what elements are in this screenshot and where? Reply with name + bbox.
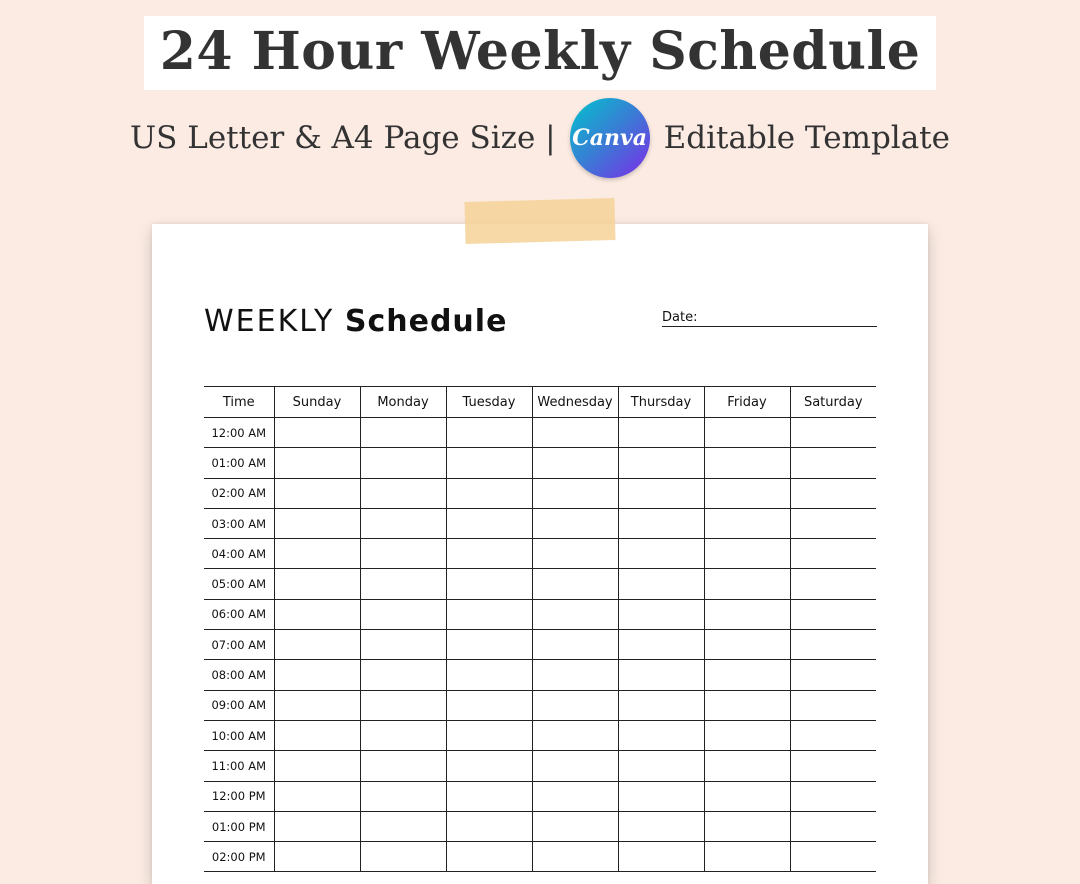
time-label: 02:00 AM — [204, 478, 274, 508]
schedule-cell[interactable] — [446, 751, 532, 781]
time-label: 02:00 PM — [204, 842, 274, 872]
schedule-cell[interactable] — [532, 448, 618, 478]
schedule-cell[interactable] — [790, 569, 876, 599]
schedule-cell[interactable] — [446, 781, 532, 811]
schedule-cell[interactable] — [618, 569, 704, 599]
schedule-cell[interactable] — [532, 508, 618, 538]
schedule-cell[interactable] — [360, 811, 446, 841]
schedule-cell[interactable] — [704, 508, 790, 538]
schedule-cell[interactable] — [446, 630, 532, 660]
schedule-cell[interactable] — [790, 418, 876, 448]
schedule-sheet — [152, 224, 928, 884]
table-header-row — [204, 387, 876, 418]
time-label: 10:00 AM — [204, 720, 274, 750]
schedule-cell[interactable] — [274, 448, 360, 478]
schedule-cell[interactable] — [704, 569, 790, 599]
banner-subtitle — [0, 98, 1080, 178]
table-row — [204, 599, 876, 629]
schedule-cell[interactable] — [704, 811, 790, 841]
schedule-cell[interactable] — [274, 599, 360, 629]
time-label: 06:00 AM — [204, 599, 274, 629]
schedule-cell[interactable] — [446, 569, 532, 599]
table-row — [204, 569, 876, 599]
time-label: 01:00 PM — [204, 811, 274, 841]
schedule-cell[interactable] — [704, 842, 790, 872]
schedule-cell[interactable] — [446, 599, 532, 629]
time-label: 04:00 AM — [204, 539, 274, 569]
schedule-cell[interactable] — [274, 781, 360, 811]
schedule-cell[interactable] — [274, 720, 360, 750]
table-row — [204, 720, 876, 750]
schedule-cell[interactable] — [446, 720, 532, 750]
time-label: 11:00 AM — [204, 751, 274, 781]
schedule-cell[interactable] — [360, 690, 446, 720]
column-header-day: Tuesday — [446, 387, 532, 418]
schedule-cell[interactable] — [618, 842, 704, 872]
table-body — [204, 418, 876, 872]
schedule-cell[interactable] — [532, 690, 618, 720]
schedule-cell[interactable] — [446, 478, 532, 508]
schedule-cell[interactable] — [446, 539, 532, 569]
schedule-cell[interactable] — [704, 781, 790, 811]
time-label: 09:00 AM — [204, 690, 274, 720]
schedule-cell[interactable] — [446, 660, 532, 690]
schedule-cell[interactable] — [704, 448, 790, 478]
schedule-cell[interactable] — [274, 630, 360, 660]
schedule-cell[interactable] — [360, 630, 446, 660]
schedule-cell[interactable] — [618, 690, 704, 720]
banner-title-wrap — [0, 18, 1080, 88]
schedule-cell[interactable] — [360, 418, 446, 448]
schedule-cell[interactable] — [360, 569, 446, 599]
sheet-title-light: WEEKLY — [204, 304, 335, 339]
schedule-cell[interactable] — [704, 418, 790, 448]
schedule-cell[interactable] — [274, 660, 360, 690]
schedule-cell[interactable] — [618, 418, 704, 448]
schedule-cell[interactable] — [790, 842, 876, 872]
schedule-cell[interactable] — [790, 751, 876, 781]
schedule-cell[interactable] — [618, 630, 704, 660]
schedule-cell[interactable] — [704, 630, 790, 660]
date-label: Date: — [662, 310, 698, 325]
column-header-day: Saturday — [790, 387, 876, 418]
schedule-cell[interactable] — [274, 842, 360, 872]
schedule-cell[interactable] — [360, 599, 446, 629]
schedule-table — [204, 386, 876, 872]
schedule-cell[interactable] — [618, 478, 704, 508]
subtitle-left-text: US Letter & A4 Page Size | — [130, 120, 556, 156]
schedule-cell[interactable] — [790, 720, 876, 750]
schedule-cell[interactable] — [532, 599, 618, 629]
column-header-time: Time — [204, 387, 274, 418]
time-label: 05:00 AM — [204, 569, 274, 599]
schedule-cell[interactable] — [532, 478, 618, 508]
time-label: 01:00 AM — [204, 448, 274, 478]
schedule-cell[interactable] — [790, 630, 876, 660]
table-row — [204, 842, 876, 872]
schedule-cell[interactable] — [704, 751, 790, 781]
time-label: 12:00 AM — [204, 418, 274, 448]
schedule-cell[interactable] — [532, 781, 618, 811]
sheet-title-bold: Schedule — [344, 304, 508, 339]
table-row — [204, 690, 876, 720]
table-row — [204, 630, 876, 660]
schedule-cell[interactable] — [790, 508, 876, 538]
schedule-cell[interactable] — [790, 660, 876, 690]
time-label: 07:00 AM — [204, 630, 274, 660]
table-row — [204, 448, 876, 478]
schedule-cell[interactable] — [618, 811, 704, 841]
schedule-cell[interactable] — [360, 660, 446, 690]
column-header-day: Sunday — [274, 387, 360, 418]
column-header-day: Thursday — [618, 387, 704, 418]
table-row — [204, 660, 876, 690]
schedule-cell[interactable] — [790, 781, 876, 811]
schedule-cell[interactable] — [274, 418, 360, 448]
schedule-cell[interactable] — [790, 478, 876, 508]
schedule-cell[interactable] — [360, 751, 446, 781]
schedule-cell[interactable] — [790, 448, 876, 478]
schedule-cell[interactable] — [790, 539, 876, 569]
schedule-cell[interactable] — [704, 478, 790, 508]
schedule-cell[interactable] — [360, 539, 446, 569]
schedule-cell[interactable] — [532, 811, 618, 841]
schedule-cell[interactable] — [790, 599, 876, 629]
tape-strip — [464, 198, 615, 244]
schedule-cell[interactable] — [618, 781, 704, 811]
schedule-cell[interactable] — [618, 508, 704, 538]
canva-logo-text: Canva — [572, 125, 648, 151]
schedule-cell[interactable] — [360, 842, 446, 872]
schedule-cell[interactable] — [618, 539, 704, 569]
schedule-cell[interactable] — [532, 751, 618, 781]
schedule-cell[interactable] — [274, 478, 360, 508]
schedule-cell[interactable] — [532, 720, 618, 750]
schedule-cell[interactable] — [274, 751, 360, 781]
table-row — [204, 508, 876, 538]
schedule-cell[interactable] — [446, 842, 532, 872]
date-field-line[interactable] — [662, 326, 877, 327]
schedule-cell[interactable] — [274, 508, 360, 538]
schedule-cell[interactable] — [704, 660, 790, 690]
schedule-cell[interactable] — [446, 418, 532, 448]
table-row — [204, 811, 876, 841]
table-row — [204, 418, 876, 448]
schedule-cell[interactable] — [360, 508, 446, 538]
schedule-cell[interactable] — [704, 690, 790, 720]
time-label: 12:00 PM — [204, 781, 274, 811]
schedule-cell[interactable] — [532, 569, 618, 599]
schedule-cell[interactable] — [790, 690, 876, 720]
banner-title-background — [146, 18, 935, 88]
schedule-cell[interactable] — [360, 478, 446, 508]
schedule-cell[interactable] — [274, 539, 360, 569]
schedule-cell[interactable] — [274, 690, 360, 720]
time-label: 08:00 AM — [204, 660, 274, 690]
schedule-cell[interactable] — [532, 539, 618, 569]
schedule-cell[interactable] — [446, 811, 532, 841]
schedule-cell[interactable] — [274, 811, 360, 841]
schedule-cell[interactable] — [618, 660, 704, 690]
sheet-title — [204, 304, 507, 339]
schedule-cell[interactable] — [532, 630, 618, 660]
schedule-cell[interactable] — [704, 599, 790, 629]
time-label: 03:00 AM — [204, 508, 274, 538]
schedule-cell[interactable] — [790, 811, 876, 841]
banner-title: 24 Hour Weekly Schedule — [159, 21, 921, 82]
schedule-cell[interactable] — [532, 418, 618, 448]
column-header-day: Friday — [704, 387, 790, 418]
schedule-cell[interactable] — [360, 448, 446, 478]
schedule-cell[interactable] — [618, 720, 704, 750]
schedule-cell[interactable] — [618, 448, 704, 478]
schedule-cell[interactable] — [446, 508, 532, 538]
column-header-day: Monday — [360, 387, 446, 418]
schedule-cell[interactable] — [446, 690, 532, 720]
schedule-cell[interactable] — [360, 720, 446, 750]
schedule-cell[interactable] — [532, 842, 618, 872]
schedule-cell[interactable] — [446, 448, 532, 478]
table-row — [204, 478, 876, 508]
canva-logo — [570, 98, 650, 178]
schedule-cell[interactable] — [618, 751, 704, 781]
schedule-cell[interactable] — [704, 539, 790, 569]
schedule-cell[interactable] — [360, 781, 446, 811]
subtitle-right-text: Editable Template — [663, 120, 950, 156]
schedule-cell[interactable] — [704, 720, 790, 750]
table-row — [204, 751, 876, 781]
column-header-day: Wednesday — [532, 387, 618, 418]
schedule-cell[interactable] — [274, 569, 360, 599]
schedule-cell[interactable] — [618, 599, 704, 629]
table-row — [204, 781, 876, 811]
table-row — [204, 539, 876, 569]
schedule-cell[interactable] — [532, 660, 618, 690]
